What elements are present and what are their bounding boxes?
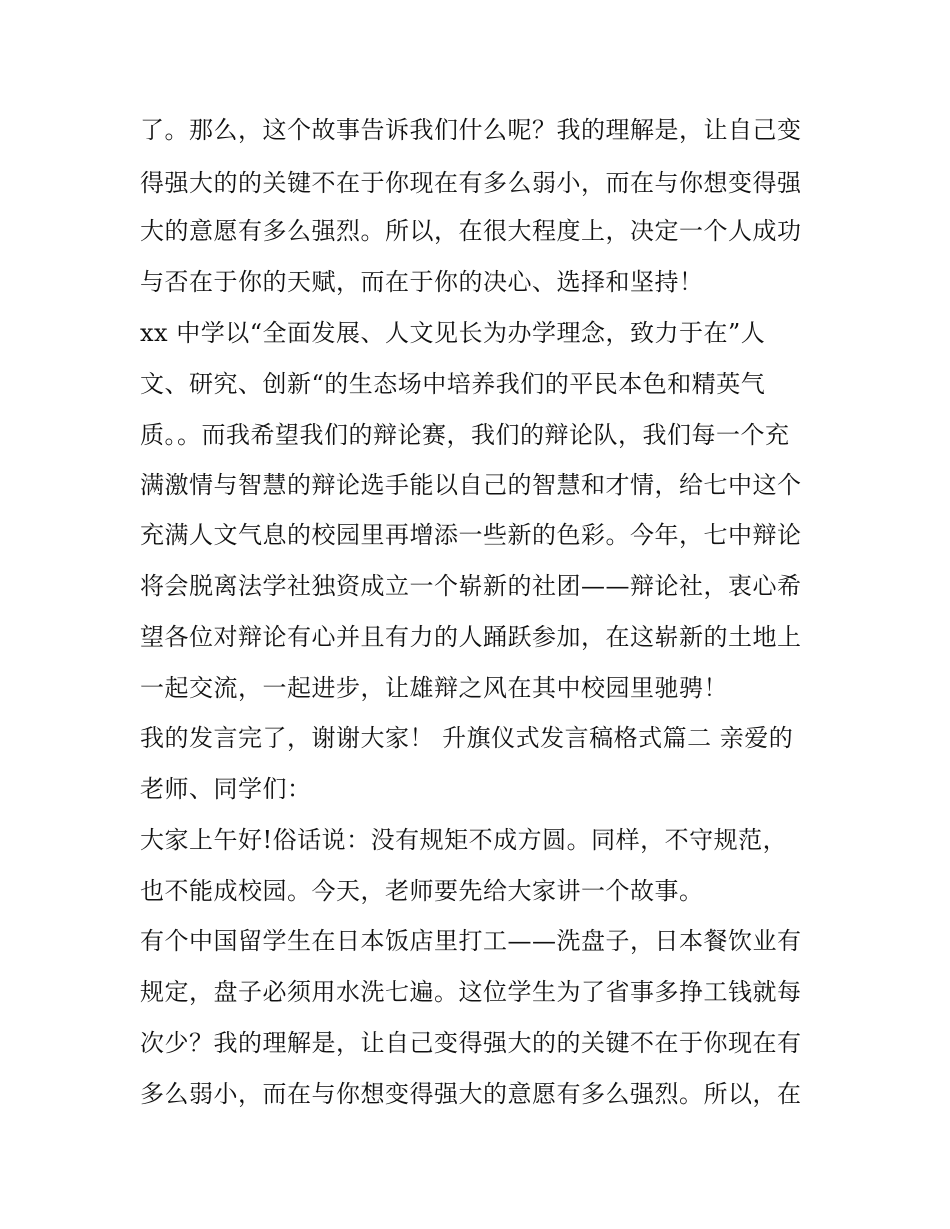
text-line: 文、研究、创新“的生态场中培养我们的平民本色和精英气: [140, 370, 766, 398]
text-line: 望各位对辩论有心并且有力的人踊跃参加，在这崭新的土地上: [140, 623, 802, 651]
text-line: 也不能成校园。今天，老师要先给大家讲一个故事。: [140, 877, 704, 905]
text-line: 次少？我的理解是，让自己变得强大的的关键不在于你现在有: [140, 1029, 802, 1057]
text-line: 大的意愿有多么强烈。所以，在很大程度上，决定一个人成功: [140, 217, 802, 245]
text-line: 质。。而我希望我们的辩论赛，我们的辩论队，我们每一个充: [140, 421, 790, 449]
text-line: 充满人文气息的校园里再增添一些新的色彩。今年，七中辩论: [140, 521, 802, 549]
text-line: 大家上午好!俗话说：没有规矩不成方圆。同样，不守规范，: [140, 826, 788, 854]
text-line: 有个中国留学生在日本饭店里打工——洗盘子，日本餐饮业有: [140, 927, 802, 955]
text-line: 得强大的的关键不在于你现在有多么弱小，而在与你想变得强: [140, 169, 802, 197]
text-line: 满激情与智慧的辩论选手能以自己的智慧和才情，给七中这个: [140, 471, 802, 499]
text-line: 与否在于你的天赋，而在于你的决心、选择和坚持！: [140, 268, 704, 296]
text-line: 规定，盘子必须用水洗七遍。这位学生为了省事多挣工钱就每: [140, 978, 802, 1006]
text-line: 我的发言完了，谢谢大家！ 升旗仪式发言稿格式篇二 亲爱的: [140, 724, 794, 752]
text-line: 了。那么，这个故事告诉我们什么呢？我的理解是，让自己变: [140, 116, 802, 144]
text-line: 一起交流，一起进步，让雄辩之风在其中校园里驰骋！: [140, 674, 728, 702]
text-line: xx 中学以“全面发展、人文见长为办学理念，致力于在”人: [140, 319, 766, 347]
text-line: 将会脱离法学社独资成立一个崭新的社团——辩论社，衷心希: [140, 572, 802, 600]
text-line: 老师、同学们：: [140, 775, 312, 803]
text-line: 多么弱小，而在与你想变得强大的意愿有多么强烈。所以，在: [140, 1080, 802, 1108]
